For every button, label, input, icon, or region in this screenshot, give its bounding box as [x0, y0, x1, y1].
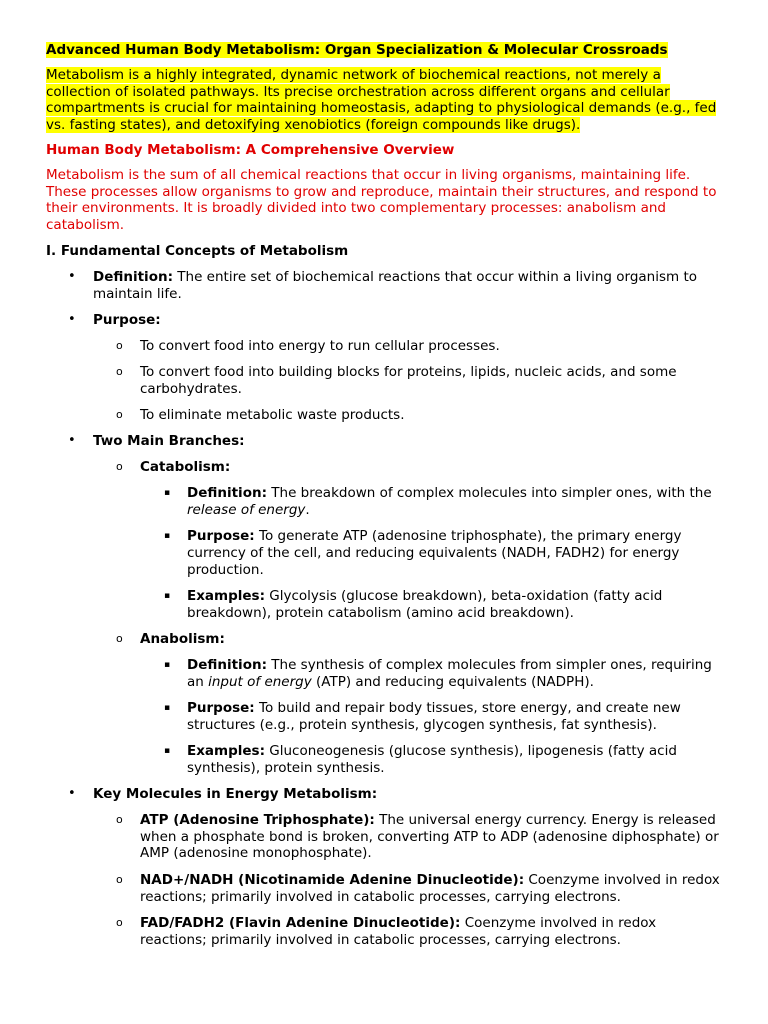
- branches-sublist: [93, 459, 722, 776]
- bullet-square: ▪: [164, 487, 171, 498]
- bullet-circle: o: [116, 915, 123, 929]
- bullet-circle: o: [116, 632, 123, 646]
- list-item: ▪ Purpose: To generate ATP (adenosine triphosphate), the primary energy currency of the cell, and reducing equivalents (NADH, FADH2) for energy production.: [164, 528, 682, 578]
- list-item-catabolism: o Catabolism: ▪ Definition: The breakdown of complex molecules into simpler ones, with the release of energy. ▪ Purpose: To generate ATP (adenosine triphosphate), the primary energy currency of the cell, and reducing equivalents (NADH, FADH2) for energy production. ▪ Examples: Glycolysis (glucose breakdown), beta-oxidation (fatty acid breakdown), protein catabolism (amino acid breakdown).: [93, 459, 722, 621]
- list-item: ▪ Examples: Gluconeogenesis (glucose synthesis), lipogenesis (fatty acid synthesis), protein synthesis.: [164, 743, 677, 776]
- bullet-square: ▪: [164, 659, 171, 670]
- bullet-circle: o: [116, 364, 123, 378]
- list-item: o NAD+/NADH (Nicotinamide Adenine Dinucleotide): Coenzyme involved in redox reactions; primarily involved in catabolic processes, carrying electrons.: [116, 871, 720, 905]
- bullet-dot: •: [68, 311, 76, 327]
- list-item: ▪ Examples: Glycolysis (glucose breakdown), beta-oxidation (fatty acid breakdown), protein catabolism (amino acid breakdown).: [164, 587, 663, 621]
- list-item: o To convert food into building blocks for proteins, lipids, nucleic acids, and some carbohydrates.: [116, 363, 677, 397]
- list-item: ▪ Purpose: To build and repair body tissues, store energy, and create new structures (e.g., protein synthesis, glycogen synthesis, fat synthesis).: [164, 699, 681, 733]
- bullet-circle: o: [116, 460, 123, 474]
- document-title: Advanced Human Body Metabolism: Organ Specialization & Molecular Crossroads: [46, 42, 668, 58]
- list-item: ▪ Definition: The synthesis of complex molecules from simpler ones, requiring an input of energy (ATP) and reducing equivalents (NADPH).: [164, 656, 712, 690]
- bullet-square: ▪: [164, 702, 171, 713]
- bullet-square: ▪: [164, 531, 171, 542]
- catabolism-sublist: [140, 485, 722, 622]
- intro-paragraph: Metabolism is a highly integrated, dynamic network of biochemical reactions, not merely a collection of isolated pathways. Its precise orchestration across different organs and cellular compartments is crucial for maintaining homeostasis, adapting to physiological demands (e.g., fed vs. fasting states), and detoxifying xenobiotics (foreign compounds like drugs).: [46, 66, 717, 134]
- overview-paragraph: Metabolism is the sum of all chemical reactions that occur in living organisms, maintaining life. These processes allow organisms to grow and reproduce, maintain their structures, and respond to their environments. It is broadly divided into two complementary processes: anabolism and catabolism.: [46, 166, 717, 234]
- bullet-circle: o: [116, 872, 123, 886]
- bullet-square: ▪: [164, 590, 171, 601]
- bullet-dot: •: [68, 786, 76, 802]
- section-heading-1: I. Fundamental Concepts of Metabolism: [46, 242, 349, 259]
- list-item-definition: • Definition: The entire set of biochemical reactions that occur within a living organism to maintain life.: [68, 268, 698, 302]
- list-item-anabolism: o Anabolism: ▪ Definition: The synthesis of complex molecules from simpler ones, requiring an input of energy (ATP) and reducing equivalents (NADPH). ▪ Purpose: To build and repair body tissues, store energy, and create new structures (e.g., protein synthesis, glycogen synthesis, fat synthesis). ▪ Examples: Gluconeogenesis (glucose synthesis), lipogenesis (fatty acid synthesis), protein synthesis.: [93, 631, 722, 777]
- list-item: o To convert food into energy to run cellular processes.: [116, 337, 500, 354]
- list-item-branches: • Two Main Branches: o Catabolism: ▪ Definition: The breakdown of complex molecules into simpler ones, with the release of energy. ▪ Purpose: To generate ATP (adenosine triphosphate), the primary energy currency of the cell, and reducing equivalents (NADH, FADH2) for energy production. ▪ Examples: Glycolysis (glucose breakdown), beta-oxidation (fatty acid breakdown), protein catabolism (amino acid breakdown). o Anabolism: ▪ Definition: The synthesis of complex molecules from simpler ones, requiring an input of energy (ATP) and reducing equivalents (NADPH). ▪ Purpose: To build and repair body tissues, store energy, and create new structures (e.g., protein synthesis, glycogen synthesis, fat synthesis). ▪ Examples: Gluconeogenesis (glucose synthesis), lipogenesis (fatty acid synthesis), protein synthesis.: [46, 433, 722, 776]
- anabolism-sublist: [140, 657, 722, 777]
- list-item: ▪ Definition: The breakdown of complex molecules into simpler ones, with the release of energy.: [164, 484, 712, 518]
- bullet-circle: o: [116, 338, 123, 352]
- purpose-sublist: [93, 338, 722, 424]
- bullet-dot: •: [68, 268, 76, 284]
- list-item-purpose: • Purpose: o To convert food into energy to run cellular processes. o To convert food into building blocks for proteins, lipids, nucleic acids, and some carbohydrates. o To eliminate metabolic waste products.: [46, 312, 722, 424]
- bullet-circle: o: [116, 812, 123, 826]
- bullet-dot: •: [68, 433, 76, 449]
- list-item: o To eliminate metabolic waste products.: [116, 407, 405, 424]
- overview-heading: Human Body Metabolism: A Comprehensive Overview: [46, 141, 455, 158]
- concepts-list: [46, 269, 722, 949]
- list-item-key-molecules: • Key Molecules in Energy Metabolism: o ATP (Adenosine Triphosphate): The universal energy currency. Energy is released when a phosphate bond is broken, converting ATP to ADP (adenosine diphosphate) or AMP (adenosine monophosphate). o NAD+/NADH (Nicotinamide Adenine Dinucleotide): Coenzyme involved in redox reactions; primarily involved in catabolic processes, carrying electrons. o FAD/FADH2 (Flavin Adenine Dinucleotide): Coenzyme involved in redox reactions; primarily involved in catabolic processes, carrying electrons.: [46, 786, 722, 948]
- molecules-sublist: [93, 812, 722, 949]
- bullet-square: ▪: [164, 746, 171, 756]
- bullet-circle: o: [116, 408, 123, 422]
- list-item: o ATP (Adenosine Triphosphate): The universal energy currency. Energy is released when a phosphate bond is broken, converting ATP to ADP (adenosine diphosphate) or AMP (adenosine monophosphate).: [116, 811, 719, 862]
- list-item: o FAD/FADH2 (Flavin Adenine Dinucleotide): Coenzyme involved in redox reactions; primarily involved in catabolic processes, carrying electrons.: [116, 914, 657, 948]
